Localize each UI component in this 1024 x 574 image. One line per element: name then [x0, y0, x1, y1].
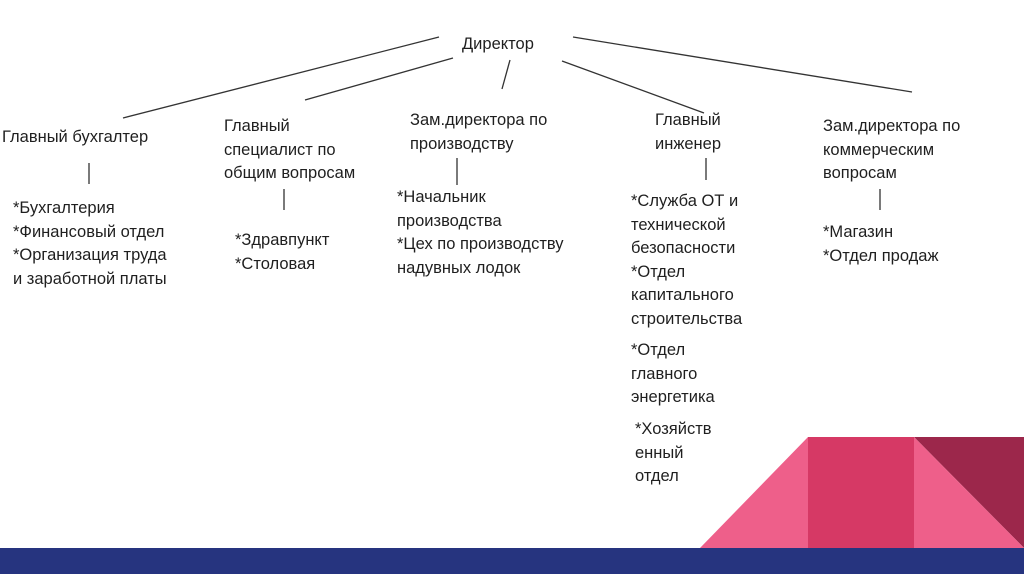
chief-engineer-items: [631, 190, 742, 331]
chief-engineer-items-3: [635, 418, 712, 489]
chief-specialist-items: [235, 229, 329, 276]
list-item: енный: [635, 443, 684, 462]
title-line: инженер: [655, 134, 722, 153]
chief-engineer-title: [655, 109, 721, 156]
title-line: Главный бухгалтер: [2, 128, 149, 146]
title-line: производству: [410, 134, 514, 153]
list-item: технической: [631, 215, 726, 234]
list-item: капитального: [631, 286, 734, 304]
deputy-production-title: [410, 109, 547, 156]
list-item: главного: [631, 364, 698, 383]
deputy-production-items: [397, 186, 564, 280]
list-item: *Организация труда: [13, 246, 167, 264]
director-title: Директор: [462, 35, 534, 53]
title-line: вопросам: [823, 164, 897, 182]
list-item: *Начальник: [397, 188, 486, 206]
title-line: Зам.директора по: [410, 111, 548, 129]
pink-rect-center: [808, 437, 914, 548]
list-item: отдел: [635, 467, 679, 485]
list-item: строительства: [631, 309, 743, 328]
list-item: производства: [397, 211, 502, 230]
list-item: *Хозяйств: [635, 420, 712, 438]
title-line: Главный: [655, 111, 721, 129]
title-line: Зам.директора по: [823, 117, 961, 135]
title-line: общим вопросам: [224, 164, 356, 182]
deputy-commercial-items: [823, 221, 939, 268]
pink-triangle-left: [700, 437, 808, 548]
list-item: *Служба ОТ и: [631, 192, 739, 210]
list-item: *Магазин: [823, 223, 894, 241]
title-line: коммерческим: [823, 140, 935, 159]
list-item: надувных лодок: [397, 258, 521, 277]
list-item: *Отдел: [631, 341, 686, 359]
list-item: *Здравпункт: [235, 231, 330, 249]
list-item: *Отдел продаж: [823, 246, 939, 265]
chief-accountant-items: [13, 197, 167, 291]
chief-accountant-title: [2, 126, 148, 150]
title-line: Главный: [224, 117, 290, 135]
deputy-commercial-title: [823, 115, 960, 186]
list-item: *Бухгалтерия: [13, 199, 115, 217]
list-item: *Финансовый отдел: [13, 222, 165, 241]
chief-engineer-items-2: [631, 339, 715, 410]
list-item: *Цех по производству: [397, 235, 564, 253]
list-item: и заработной платы: [13, 269, 167, 288]
bottom-bar: [0, 548, 1024, 574]
list-item: энергетика: [631, 388, 715, 406]
list-item: безопасности: [631, 239, 736, 257]
list-item: *Отдел: [631, 262, 686, 281]
list-item: *Столовая: [235, 254, 316, 273]
title-line: специалист по: [224, 140, 336, 159]
chief-specialist-title: [224, 115, 355, 186]
